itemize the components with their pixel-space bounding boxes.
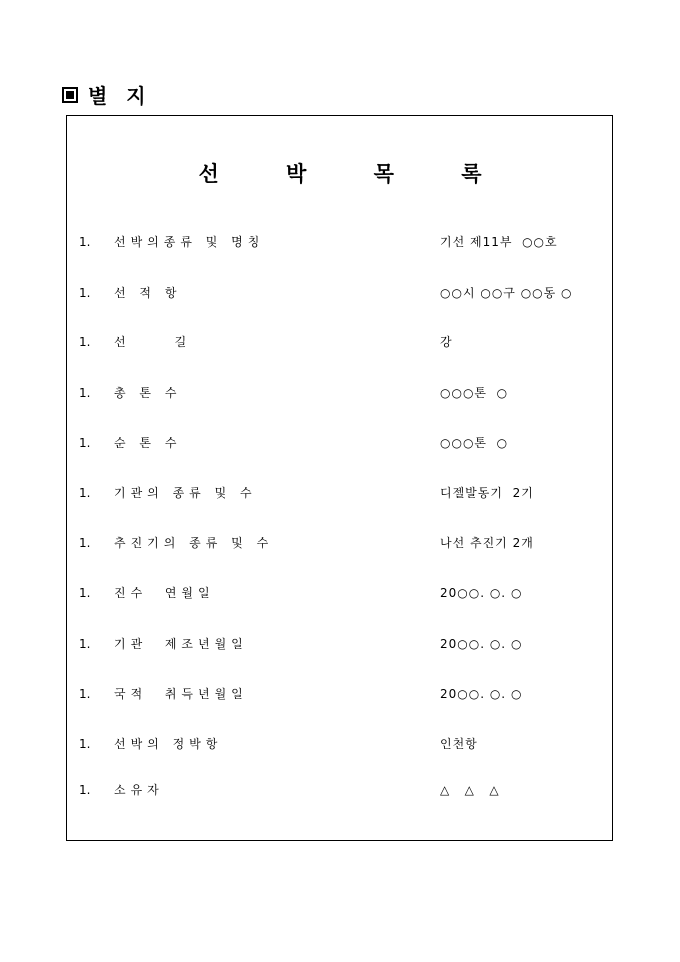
list-item bbox=[0, 232, 680, 252]
item-label: 선 길 bbox=[114, 335, 192, 349]
title-char: 목 bbox=[373, 161, 394, 186]
list-item bbox=[0, 780, 680, 800]
list-item bbox=[0, 383, 680, 403]
item-number: 1. bbox=[79, 783, 91, 797]
item-number: 1. bbox=[79, 586, 91, 600]
item-value: 20○○. ○. ○ bbox=[440, 586, 523, 600]
title-char: 록 bbox=[461, 161, 482, 186]
item-value: 강 bbox=[440, 335, 453, 349]
list-item bbox=[0, 283, 680, 303]
list-item bbox=[0, 433, 680, 453]
item-label: 순 톤 수 bbox=[114, 436, 182, 450]
item-number: 1. bbox=[79, 235, 91, 249]
item-value: ○○○톤 ○ bbox=[440, 386, 509, 400]
title-char: 선 bbox=[198, 161, 219, 186]
list-item bbox=[0, 634, 680, 654]
list-item bbox=[0, 332, 680, 352]
item-label: 기관 제조년월일 bbox=[114, 637, 248, 651]
item-label: 선 적 항 bbox=[114, 286, 182, 300]
item-label: 추진기의 종류 및 수 bbox=[114, 536, 274, 550]
list-item bbox=[0, 583, 680, 603]
item-value: 나선 추진기 2개 bbox=[440, 536, 534, 550]
list-item bbox=[0, 734, 680, 754]
item-number: 1. bbox=[79, 386, 91, 400]
item-number: 1. bbox=[79, 286, 91, 300]
item-label: 선박의종류 및 명칭 bbox=[114, 235, 265, 249]
item-label: 진수 연월일 bbox=[114, 586, 215, 600]
item-number: 1. bbox=[79, 737, 91, 751]
item-value: 20○○. ○. ○ bbox=[440, 687, 523, 701]
item-number: 1. bbox=[79, 335, 91, 349]
item-value: ○○시 ○○구 ○○동 ○ bbox=[440, 286, 573, 300]
list-item bbox=[0, 684, 680, 704]
item-number: 1. bbox=[79, 436, 91, 450]
item-value: 디젤발동기 2기 bbox=[440, 486, 534, 500]
title-char: 박 bbox=[286, 161, 307, 186]
item-value: △ △ △ bbox=[440, 783, 500, 797]
item-value: 인천항 bbox=[440, 737, 478, 751]
item-value: 기선 제11부 ○○호 bbox=[440, 235, 558, 249]
item-number: 1. bbox=[79, 687, 91, 701]
list-item bbox=[0, 483, 680, 503]
item-value: 20○○. ○. ○ bbox=[440, 637, 523, 651]
item-label: 국적 취득년월일 bbox=[114, 687, 248, 701]
list-item bbox=[0, 533, 680, 553]
item-number: 1. bbox=[79, 536, 91, 550]
item-number: 1. bbox=[79, 637, 91, 651]
attachment-heading-label: 별 지 bbox=[88, 84, 152, 108]
item-label: 기관의 종류 및 수 bbox=[114, 486, 257, 500]
item-label: 선박의 정박항 bbox=[114, 737, 223, 751]
item-label: 총 톤 수 bbox=[114, 386, 182, 400]
item-number: 1. bbox=[79, 486, 91, 500]
item-label: 소유자 bbox=[114, 783, 164, 797]
item-value: ○○○톤 ○ bbox=[440, 436, 509, 450]
